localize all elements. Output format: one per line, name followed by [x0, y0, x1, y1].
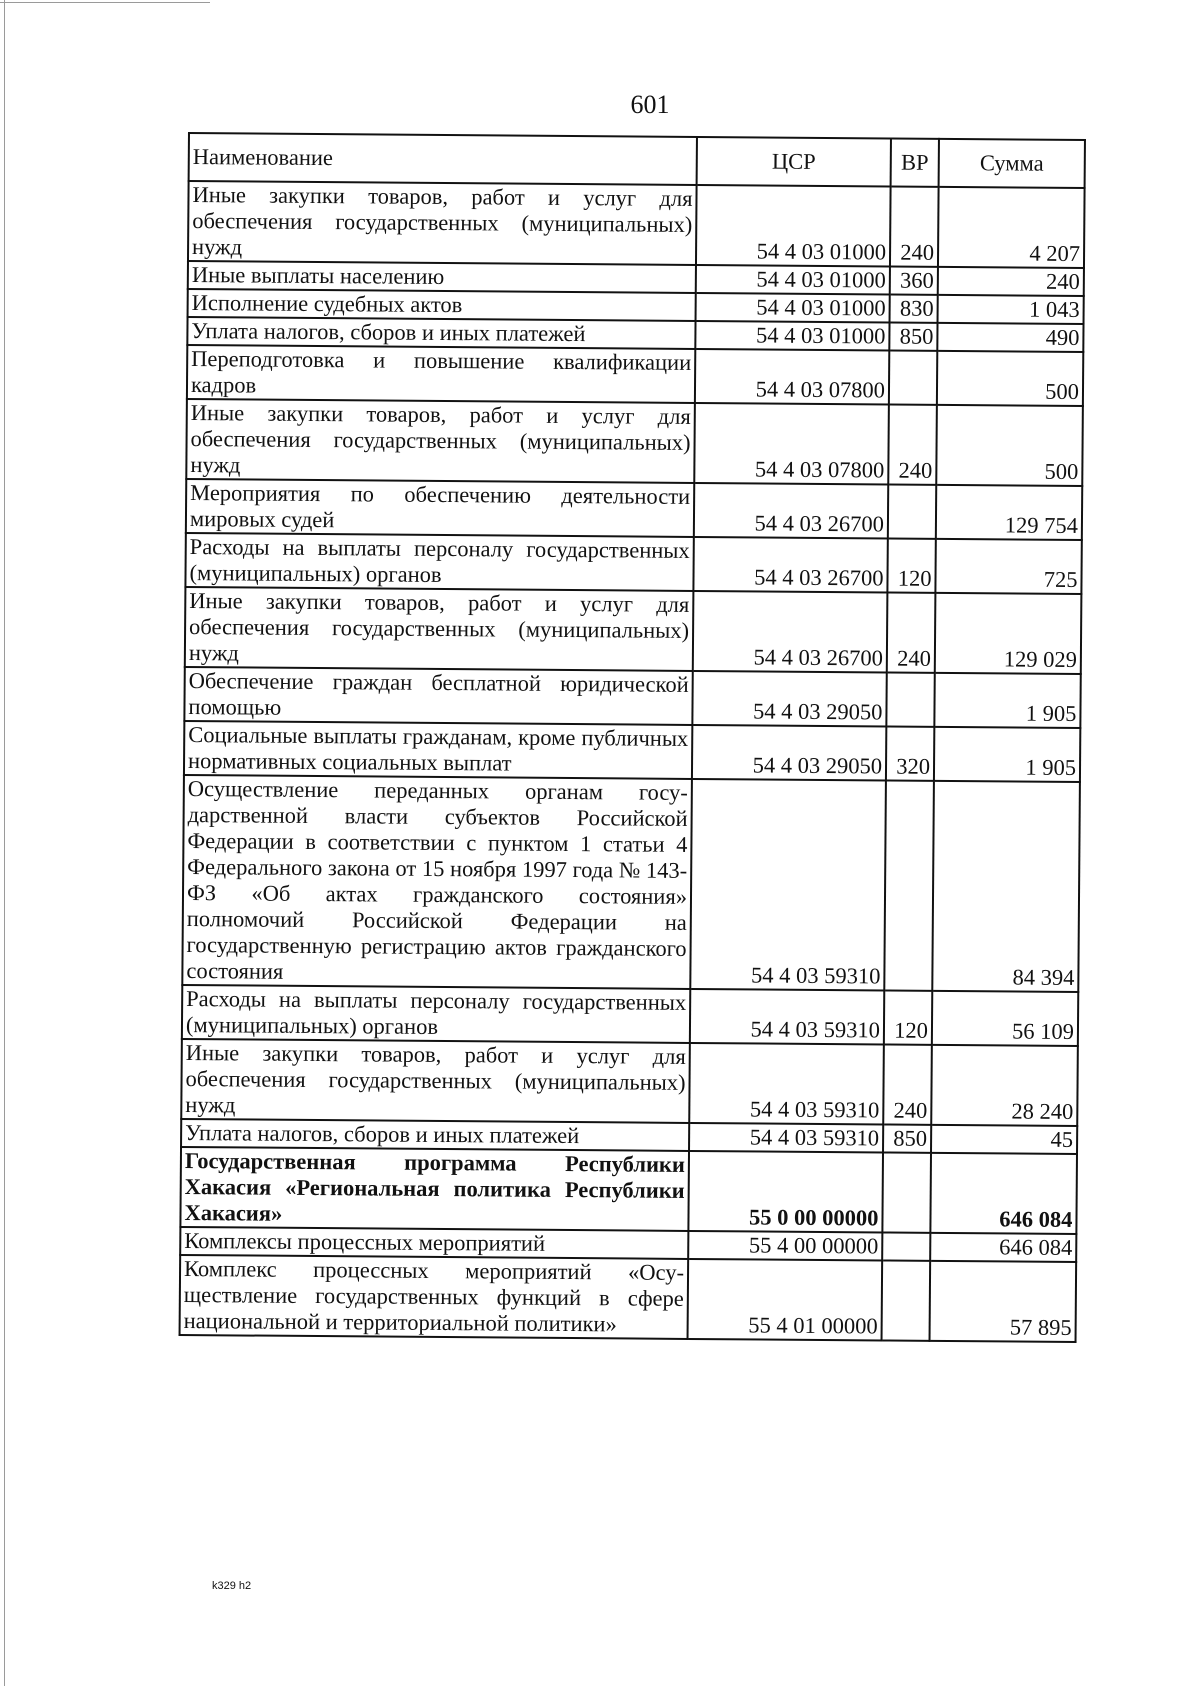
table-row [185, 533, 1081, 594]
row-vr: 120 [884, 990, 932, 1044]
table-row [186, 479, 1082, 540]
row-name: Иные закупки товаров, работ и услуг для обеспечения государственных (муниципальных) нужд [181, 1039, 690, 1123]
row-name: Иные закупки товаров, работ и услуг для обеспечения государственных (муниципальных) нужд [188, 181, 697, 265]
scan-top-line [0, 2, 210, 3]
page-number: 601 [630, 90, 670, 119]
row-name: Исполнение судебных актов [188, 289, 696, 321]
table-row [184, 667, 1080, 728]
row-vr [888, 485, 936, 539]
row-name: Уплата налогов, сборов и иных платежей [181, 1119, 689, 1151]
table-row [180, 1147, 1077, 1234]
row-name: Государственная программа Республики Хакасия «Региональная политика Республики Хакасия» [180, 1147, 689, 1231]
row-csr: 54 4 03 07800 [694, 403, 889, 485]
row-sum: 240 [938, 267, 1084, 296]
row-sum: 57 895 [930, 1261, 1077, 1342]
row-vr: 240 [888, 405, 937, 485]
table-row [185, 587, 1082, 674]
scan-edge-line [4, 0, 5, 1686]
row-sum: 500 [937, 351, 1083, 406]
row-sum: 28 240 [931, 1045, 1078, 1126]
row-csr: 55 0 00 00000 [688, 1151, 883, 1233]
row-vr [882, 1152, 931, 1232]
row-name: Мероприятия по обеспечению деятельности мировых судей [186, 479, 694, 537]
row-csr: 54 4 03 29050 [692, 671, 886, 727]
table-row [181, 1039, 1078, 1126]
row-sum: 1 905 [934, 727, 1080, 782]
row-sum: 56 109 [932, 991, 1078, 1046]
row-vr: 360 [890, 267, 938, 295]
row-vr [882, 1260, 931, 1340]
row-vr: 120 [887, 539, 935, 593]
row-csr: 54 4 03 59310 [690, 779, 886, 991]
row-sum: 129 754 [936, 485, 1082, 540]
row-csr: 54 4 03 01000 [696, 265, 890, 295]
row-name: Иные закупки товаров, работ и услуг для обеспечения государственных (муниципальных) нужд [185, 587, 694, 671]
row-csr: 54 4 03 59310 [690, 989, 884, 1045]
row-name: Уплата налогов, сборов и иных платежей [187, 317, 695, 349]
row-vr [886, 673, 934, 727]
row-csr: 55 4 01 00000 [688, 1259, 883, 1341]
header-csr: ЦСР [697, 137, 891, 187]
table-header-row [189, 133, 1085, 188]
table-row [180, 1255, 1077, 1342]
row-vr: 240 [890, 187, 939, 267]
row-vr [884, 781, 934, 991]
table-row [182, 985, 1078, 1046]
row-vr: 850 [883, 1124, 931, 1152]
row-sum: 1 043 [938, 295, 1084, 324]
row-name: Социальные выплаты гражданам, кроме публичных нормативных социальных выплат [184, 721, 692, 779]
row-csr: 54 4 03 01000 [696, 185, 891, 267]
row-csr: 54 4 03 59310 [689, 1043, 884, 1125]
row-sum: 500 [936, 405, 1083, 486]
header-name: Наименование [189, 133, 697, 185]
row-name: Комплекс процессных мероприятий «Осуществление государственных функций в сфере национальной и территориальной политики» [180, 1255, 689, 1339]
row-sum: 4 207 [938, 187, 1085, 268]
row-name: Иные выплаты населению [188, 261, 696, 293]
row-csr: 54 4 03 01000 [696, 293, 890, 323]
row-csr: 54 4 03 26700 [693, 537, 887, 593]
row-sum: 129 029 [935, 593, 1082, 674]
row-name: Переподготовка и повышение квалификации кадров [187, 345, 695, 403]
table-row [184, 721, 1080, 782]
row-csr: 54 4 03 07800 [695, 349, 889, 405]
budget-table [179, 132, 1086, 1343]
row-sum: 45 [931, 1125, 1077, 1154]
row-name: Иные закупки товаров, работ и услуг для обеспечения государственных (муниципальных) нужд [186, 399, 695, 483]
footer-code: k329 h2 [212, 1580, 252, 1592]
row-sum: 490 [937, 323, 1083, 352]
row-vr: 240 [883, 1044, 932, 1124]
row-vr: 850 [889, 323, 937, 351]
row-sum: 84 394 [932, 781, 1080, 992]
row-csr: 54 4 03 59310 [689, 1123, 883, 1153]
table-row [182, 775, 1080, 992]
table-row [187, 345, 1083, 406]
row-sum: 725 [935, 539, 1081, 594]
table-row [186, 399, 1083, 486]
header-vr: ВР [891, 139, 939, 187]
row-csr: 54 4 03 26700 [693, 591, 888, 673]
row-name: Осуществление переданных органам государственной власти субъектов Российской Федерации в соответствии с пунктом 1 статьи 4 Федерального закона от 15 ноября 1997 года № 143-ФЗ «Об актах гражданского состояния» полномочий Российской Федерации на государственную регистрацию актов гражданского состояния [182, 775, 692, 989]
row-vr: 240 [887, 593, 936, 673]
row-sum: 646 084 [930, 1153, 1077, 1234]
row-sum: 646 084 [930, 1233, 1076, 1262]
table-body [180, 181, 1085, 1342]
row-csr: 54 4 03 26700 [694, 483, 888, 539]
row-name: Комплексы процессных мероприятий [180, 1227, 688, 1259]
row-vr: 320 [886, 727, 934, 781]
row-vr: 830 [890, 295, 938, 323]
row-name: Расходы на выплаты персоналу государственных (муниципальных) органов [182, 985, 690, 1043]
row-csr: 55 4 00 00000 [688, 1231, 882, 1261]
row-csr: 54 4 03 29050 [692, 725, 886, 781]
row-name: Обеспечение граждан бесплатной юридической помощью [184, 667, 692, 725]
table-row [188, 181, 1085, 268]
row-vr [889, 351, 937, 405]
row-sum: 1 905 [934, 673, 1080, 728]
row-csr: 54 4 03 01000 [695, 321, 889, 351]
header-sum: Сумма [939, 139, 1085, 188]
row-name: Расходы на выплаты персоналу государственных (муниципальных) органов [185, 533, 693, 591]
row-vr [882, 1232, 930, 1260]
